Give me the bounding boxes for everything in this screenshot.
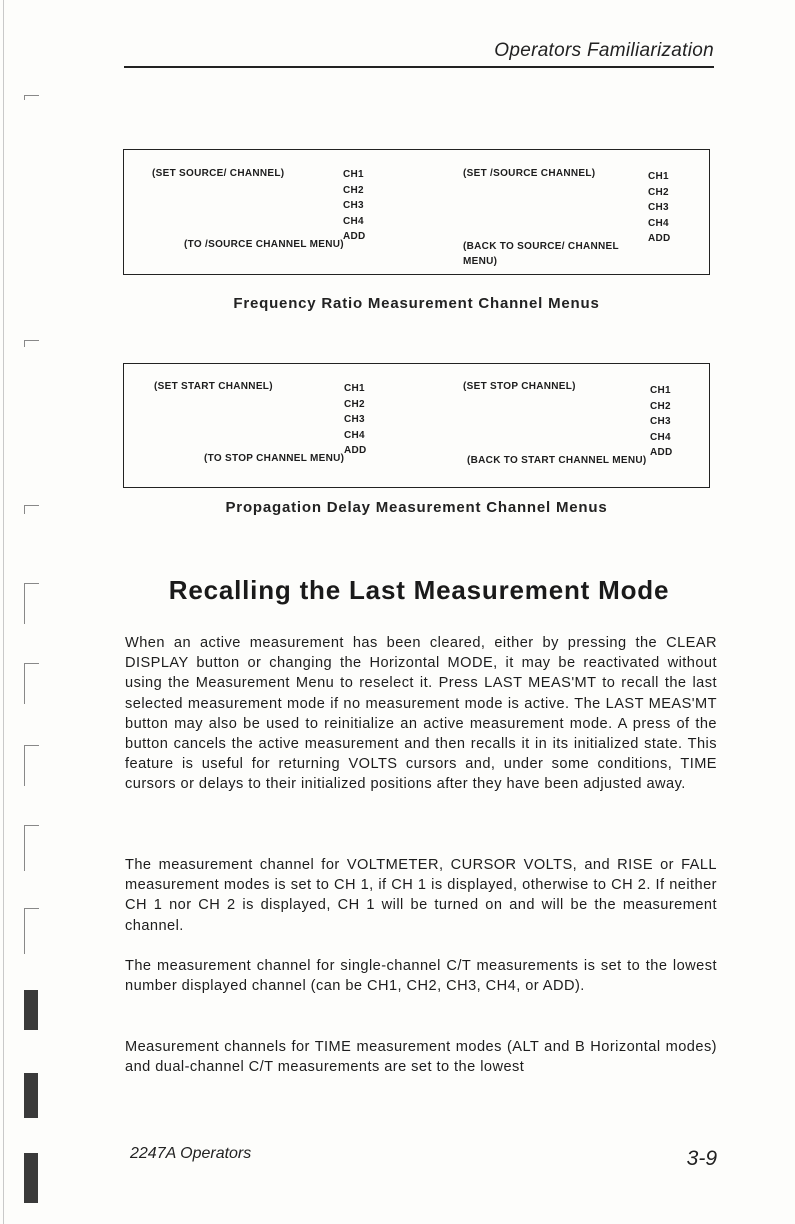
running-title: Operators Familiarization (494, 40, 714, 61)
left-menu-footer: (TO STOP CHANNEL MENU) (204, 453, 345, 464)
menu-option: CH4 (343, 215, 364, 227)
menu-option: CH3 (650, 416, 671, 427)
right-menu-footer: (BACK TO SOURCE/ CHANNEL (463, 241, 619, 252)
menu-option: CH3 (344, 414, 365, 425)
header-rule (124, 66, 714, 68)
propagation-delay-caption: Propagation Delay Measurement Channel Menus (225, 499, 608, 516)
scan-mark (24, 825, 39, 871)
scan-mark (24, 505, 39, 514)
scan-edge (0, 0, 48, 1224)
body-paragraph: Measurement channels for TIME measurement modes (ALT and B Horizontal modes) and dual-channel C/T measurements are set to the lowest (125, 1039, 717, 1076)
menu-option: CH3 (648, 202, 669, 213)
right-menu-title: (SET STOP CHANNEL) (463, 381, 576, 392)
menu-option: CH1 (648, 171, 669, 182)
scan-mark (24, 1073, 38, 1118)
scan-mark (24, 340, 39, 347)
menu-option: CH4 (648, 217, 669, 229)
left-menu-title: (SET SOURCE/ CHANNEL) (152, 168, 285, 179)
frequency-ratio-caption: Frequency Ratio Measurement Channel Menus (233, 295, 600, 312)
scan-mark (24, 908, 39, 954)
scan-mark (24, 95, 39, 100)
manual-title: 2247A Operators (130, 1145, 252, 1162)
menu-option: CH4 (650, 431, 671, 443)
scan-mark (24, 583, 39, 624)
menu-option: CH2 (344, 398, 365, 410)
right-menu-options (648, 169, 671, 247)
page-number: 3-9 (686, 1147, 717, 1170)
propagation-delay-menu-box (123, 363, 710, 488)
menu-option: CH2 (343, 184, 364, 196)
scan-edge-line (3, 0, 4, 1224)
right-menu-title: (SET /SOURCE CHANNEL) (463, 168, 596, 179)
menu-option: ADD (650, 447, 673, 458)
menu-option: ADD (343, 231, 366, 242)
left-menu-options (343, 167, 366, 245)
body-paragraph: The measurement channel for single-channel C/T measurements is set to the lowest number displayed channel (can be CH1, CH2, CH3, CH4, or ADD). (125, 958, 717, 995)
menu-option: CH4 (344, 429, 365, 441)
scan-mark (24, 745, 39, 786)
menu-option: ADD (648, 233, 671, 244)
section-heading: Recalling the Last Measurement Mode (168, 575, 670, 605)
frequency-ratio-menu-box (123, 149, 710, 275)
right-menu-footer: (BACK TO START CHANNEL MENU) (467, 455, 647, 466)
menu-option: CH2 (648, 186, 669, 198)
menu-option: CH2 (650, 400, 671, 412)
right-menu-options (650, 383, 673, 461)
menu-option: CH1 (343, 169, 364, 180)
scan-mark (24, 990, 38, 1030)
scan-mark (24, 663, 39, 704)
right-menu-footer-cont: MENU) (463, 256, 498, 267)
body-paragraph: The measurement channel for VOLTMETER, CURSOR VOLTS, and RISE or FALL measurement modes is set to CH 1, if CH 1 is displayed, otherwise to CH 2. If neither CH 1 nor CH 2 is displayed, CH 1 will be turned on and will be the measurement channel. (125, 857, 717, 934)
menu-option: ADD (344, 445, 367, 456)
left-menu-title: (SET START CHANNEL) (154, 381, 273, 392)
menu-option: CH1 (344, 383, 365, 394)
body-paragraph: When an active measurement has been cleared, either by pressing the CLEAR DISPLAY button or changing the Horizontal MODE, it may be reactivated without using the Measurement Menu to reselect it. Press LAST MEAS'MT to recall the last selected measurement mode if no measurement mode is active. The LAST MEAS'MT button may also be used to reinitialize an active measurement mode. A press of the button cancels the active measurement and then recalls it in its initialized state. This feature is useful for returning VOLTS cursors and, under some conditions, TIME cursors or delays to their initialized positions after they have been adjusted away. (125, 635, 717, 793)
left-menu-options (344, 381, 367, 459)
menu-option: CH3 (343, 200, 364, 211)
scan-mark (24, 1153, 38, 1203)
left-menu-footer: (TO /SOURCE CHANNEL MENU) (184, 239, 344, 250)
menu-option: CH1 (650, 385, 671, 396)
